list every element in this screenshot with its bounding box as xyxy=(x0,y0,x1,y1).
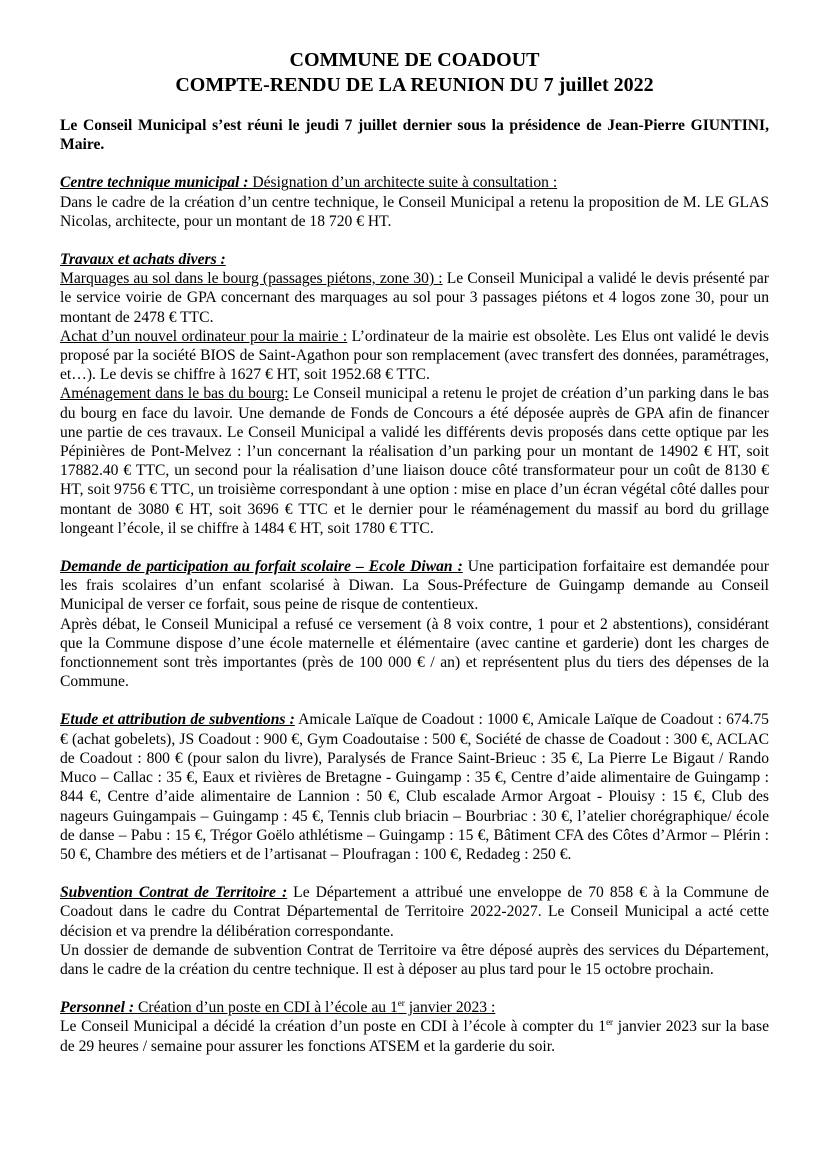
travaux-title: Travaux et achats divers : xyxy=(60,251,226,269)
centre-technique-title: Centre technique municipal : xyxy=(60,174,249,192)
centre-technique-heading xyxy=(60,173,769,192)
intro-paragraph: Le Conseil Municipal s’est réuni le jeudi 7 juillet dernier sous la présidence de Jean-Pierre GIUNTINI, Maire. xyxy=(60,117,769,154)
personnel-text-part2: janvier 2023 sur la base de 29 heures / semaine pour assurer les fonctions ATSEM et la garderie du soir. xyxy=(60,1018,769,1055)
personnel-heading xyxy=(60,998,769,1017)
personnel-text xyxy=(60,1017,769,1055)
travaux-item-text: Le Conseil municipal a retenu le projet de création d’un parking dans le bas du bourg en face du lavoir. Une demande de Fonds de Concours a été déposée auprès de GPA afin de financer une partie de ces travaux. Le Conseil Municipal a validé les différents devis proposés dans cette optique par les Pépinières de Pont-Melvez : l’un concernant la réalisation d’un parking pour un montant de 14902 € HT, soit 17882.40 € TTC, un second pour la réalisation d’une liaison douce côté transformateur pour un coût de 8130 € HT, soit 9756 € TTC, un troisième correspondant à une option : mise en place d’un écran végétal côté dalles pour montant de 3080 € HT, soit 3696 € TTC et le dernier pour le réaménagement du massif au bord du grillage longeant l’école, il se chiffre à 1484 € HT, soit 1780 € TTC. xyxy=(60,385,769,537)
title-commune: COMMUNE DE COADOUT xyxy=(289,49,540,71)
contrat-paragraph xyxy=(60,883,769,941)
personnel-title: Personnel : xyxy=(60,999,135,1017)
document-title xyxy=(60,48,769,98)
personnel-text-part1: Le Conseil Municipal a décidé la création d’un poste en CDI à l’école à compter du 1 xyxy=(60,1018,607,1036)
travaux-item-subtitle: Aménagement dans le bas du bourg: xyxy=(60,385,289,403)
personnel-subtitle-part2: janvier 2023 : xyxy=(404,999,496,1017)
travaux-item-ordinateur xyxy=(60,327,769,385)
subventions-paragraph xyxy=(60,710,769,864)
section-subventions xyxy=(60,710,769,864)
diwan-paragraph xyxy=(60,557,769,615)
subventions-title: Etude et attribution de subventions : xyxy=(60,711,295,729)
personnel-text-sup: er xyxy=(606,1017,614,1028)
subventions-text: Amicale Laïque de Coadout : 1000 €, Amicale Laïque de Coadout : 674.75 € (achat gobelets), JS Coadout : 900 €, Gym Coadoutaise : 500 €, Société de chasse de Coadout : 300 €, ACLAC de Coadout : 800 € (pour salon du livre), Paralysés de France Saint-Brieuc : 35 €, La Pierre Le Bigaut / Rando Muco – Callac : 35 €, Eaux et rivières de Bretagne - Guingamp : 35 €, Centre d’aide alimentaire de Guingamp : 844 €, Centre d’aide alimentaire de Lannion : 50 €, Club escalade Armor Argoat - Plouisy : 15 €, Club des nageurs Guingampais – Guingamp : 45 €, Tennis club briacin – Bourbriac : 30 €, l’atelier chorégraphique/ école de danse – Pabu : 15 €, Trégor Goëlo athlétisme – Guingamp : 15 €, Bâtiment CFA des Côtes d’Armor – Plérin : 50 €, Chambre des métiers et de l’artisanat – Ploufragan : 100 €, Redadeg : 250 €. xyxy=(60,711,769,863)
personnel-subtitle-sup: er xyxy=(397,998,405,1009)
travaux-heading xyxy=(60,250,769,269)
travaux-item-subtitle: Achat d’un nouvel ordinateur pour la mairie : xyxy=(60,327,348,345)
travaux-item-text: Le Conseil Municipal a validé le devis présenté par le service voirie de GPA concernant des marquages au sol pour 3 passages piétons et 4 logos zone 30, pour un montant de 2478 € TTC. xyxy=(60,270,769,326)
personnel-subtitle-part1: Création d’un poste en CDI à l’école au 1 xyxy=(134,999,398,1017)
travaux-item-subtitle: Marquages au sol dans le bourg (passages piétons, zone 30) : xyxy=(60,270,443,288)
contrat-text: Le Département a attribué une enveloppe de 70 858 € à la Commune de Coadout dans le cadre du Contrat Départemental de Territoire 2022-2027. Le Conseil Municipal a acté cette décision et va prendre la délibération correspondante. xyxy=(60,884,770,940)
personnel-subtitle xyxy=(134,999,495,1016)
travaux-item-marquages xyxy=(60,269,769,327)
section-diwan xyxy=(60,557,769,691)
centre-technique-text: Dans le cadre de la création d’un centre technique, le Conseil Municipal a retenu la proposition de M. LE GLAS Nicolas, architecte, pour un montant de 18 720 € HT. xyxy=(60,193,769,230)
diwan-title: Demande de participation au forfait scolaire – Ecole Diwan : xyxy=(60,558,463,576)
diwan-text: Une participation forfaitaire est demandée pour les frais scolaires d’un enfant scolarisé à Diwan. La Sous-Préfecture de Guingamp demande au Conseil Municipal de verser ce forfait, sous peine de risque de contentieux. xyxy=(60,558,770,614)
title-meeting: COMPTE-RENDU DE LA REUNION DU 7 juillet 2022 xyxy=(175,74,654,96)
centre-technique-subtitle: Désignation d’un architecte suite à consultation : xyxy=(248,174,558,192)
diwan-decision: Après débat, le Conseil Municipal a refusé ce versement (à 8 voix contre, 1 pour et 2 abstentions), considérant que la Commune dispose d’une école maternelle et élémentaire (avec cantine et garderie) dont les charges de fonctionnement sont très importantes (près de 100 000 € / an) et représentent plus du tiers des dépenses de la Commune. xyxy=(60,615,769,691)
travaux-item-amenagement xyxy=(60,384,769,538)
section-personnel xyxy=(60,998,769,1056)
section-contrat-territoire xyxy=(60,883,769,979)
travaux-item-text: L’ordinateur de la mairie est obsolète. Les Elus ont validé le devis proposé par la société BIOS de Saint-Agathon pour son remplacement (avec transfert des données, paramétrages, et…). Le devis se chiffre à 1627 € HT, soit 1952.68 € TTC. xyxy=(60,327,769,384)
document-page xyxy=(60,48,769,1056)
section-centre-technique xyxy=(60,173,769,231)
contrat-dossier: Un dossier de demande de subvention Contrat de Territoire va être déposé auprès des services du Département, dans le cadre de la création du centre technique. Il est à déposer au plus tard pour le 15 octobre prochain. xyxy=(60,941,769,978)
section-travaux xyxy=(60,250,769,538)
contrat-title: Subvention Contrat de Territoire : xyxy=(60,884,288,902)
